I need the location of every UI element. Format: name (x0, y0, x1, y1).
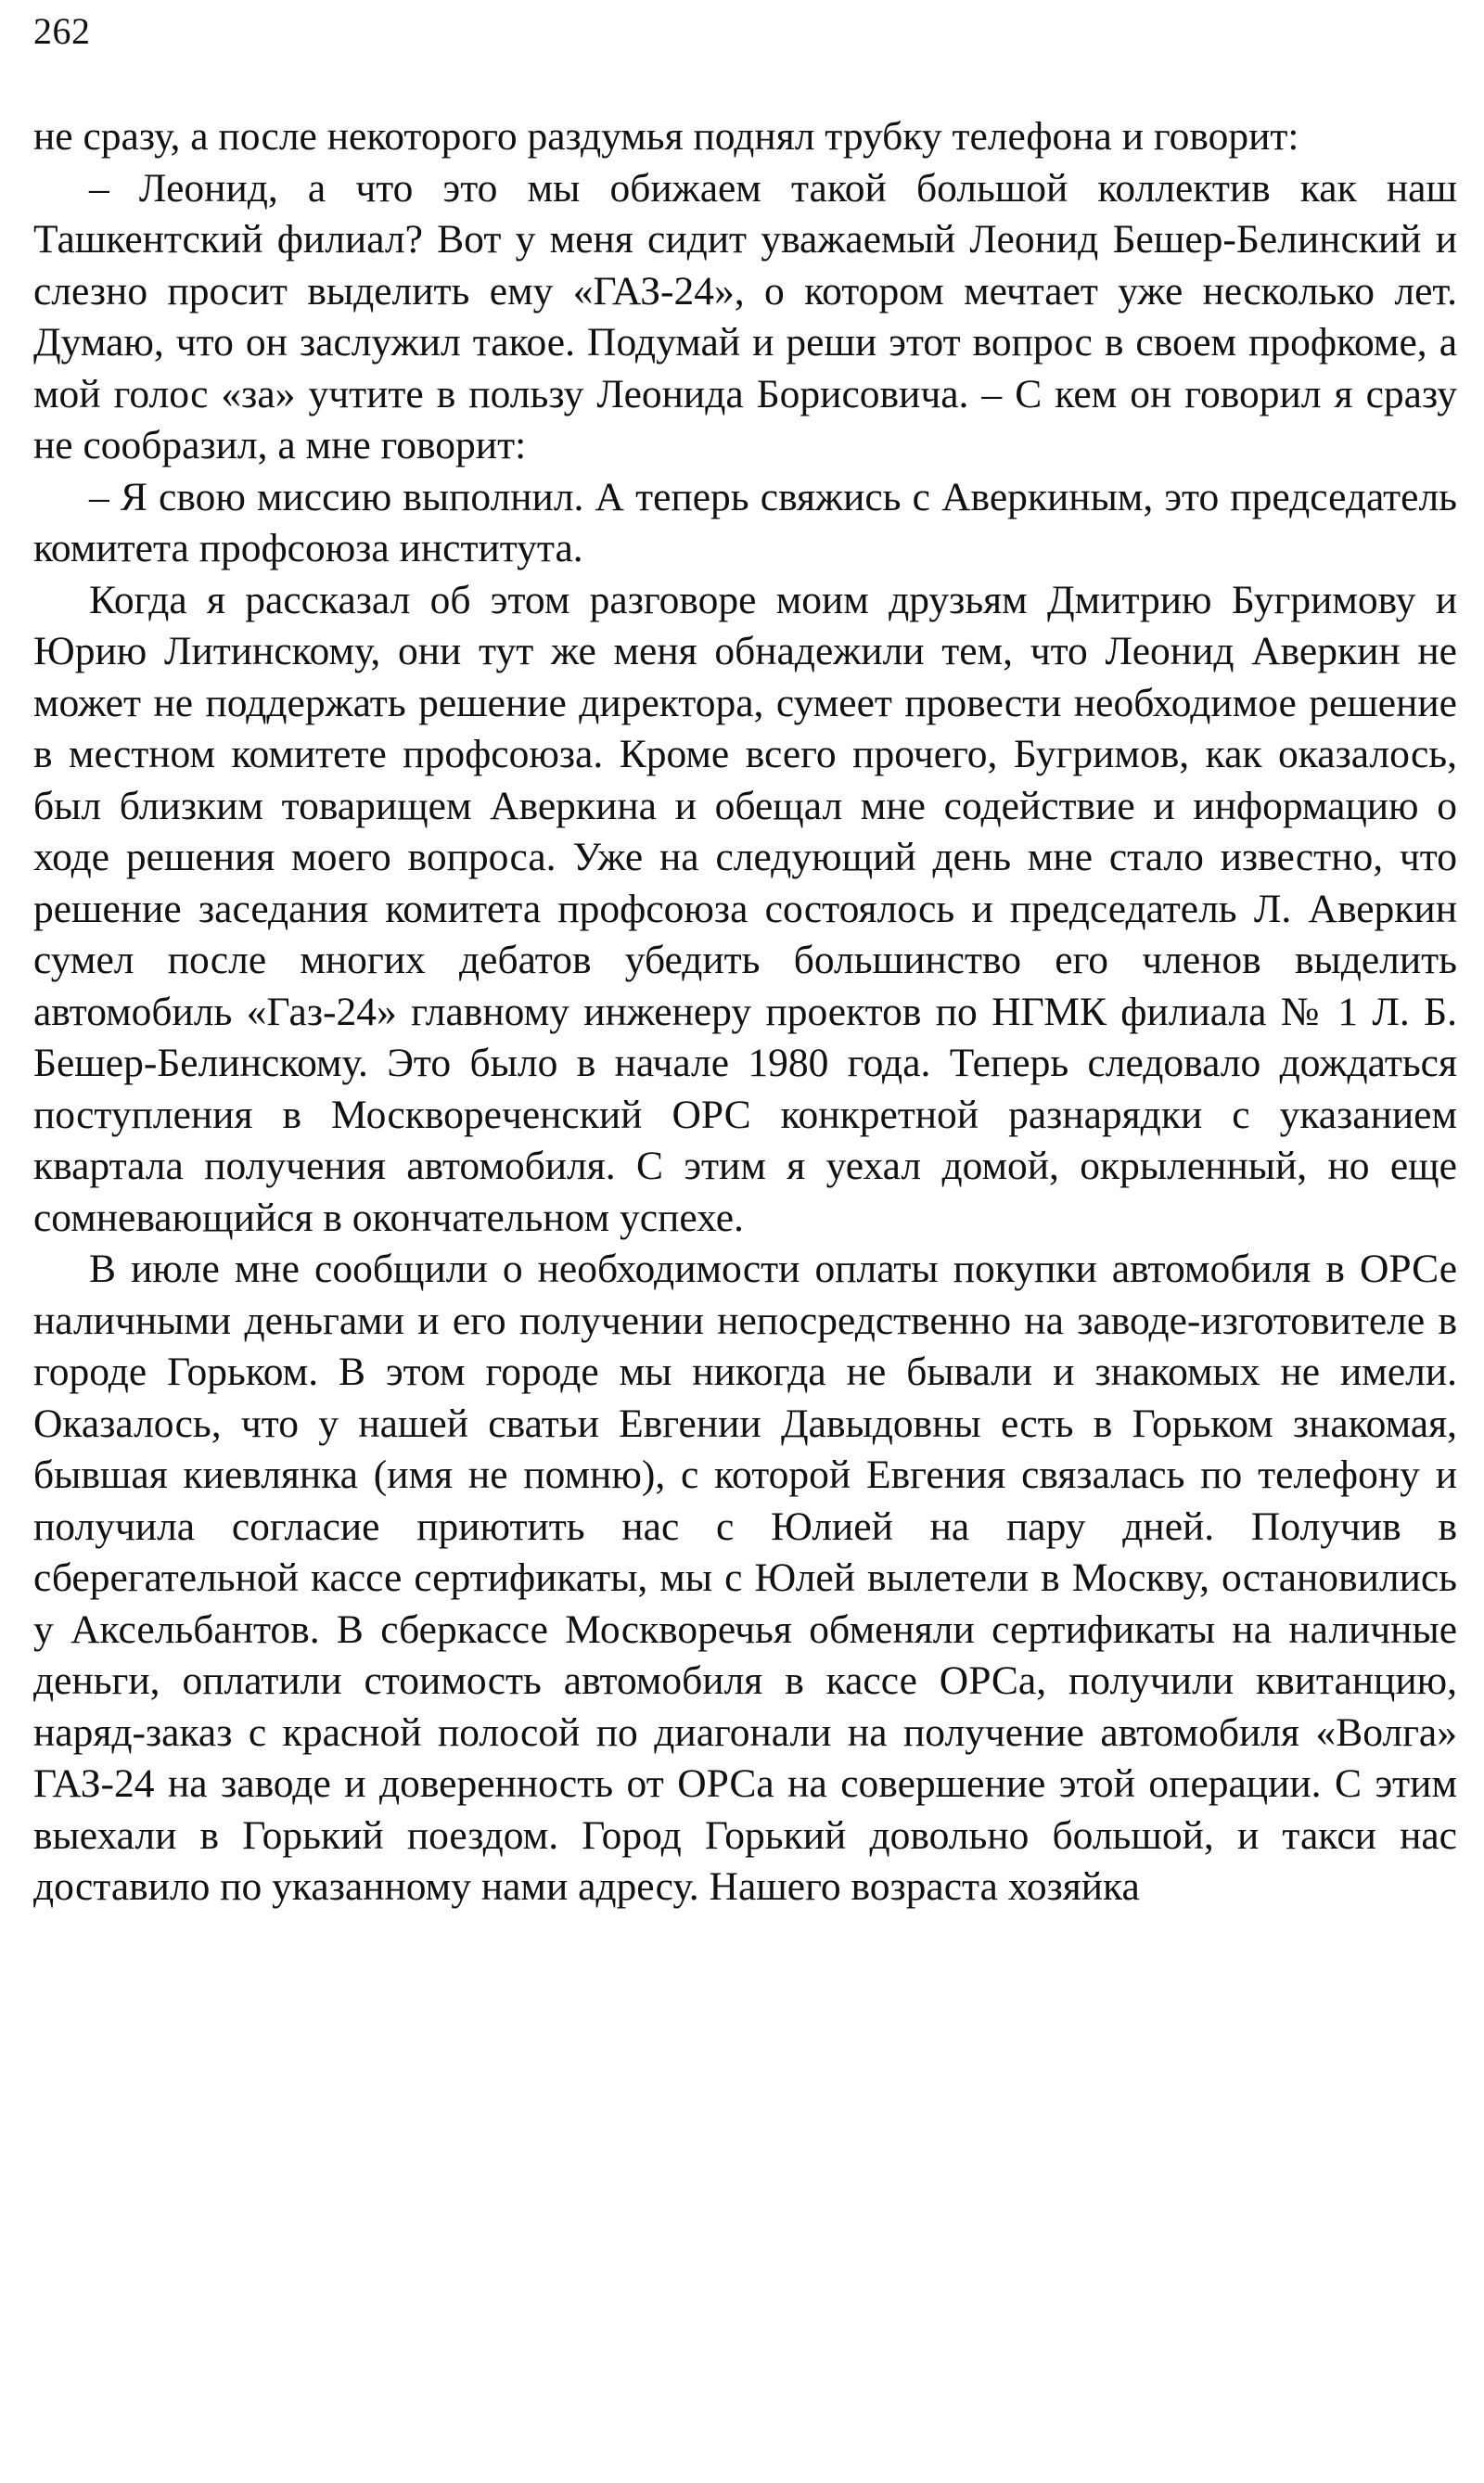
paragraph-friends-support: Когда я рассказал об этом разговоре моим друзьям Дмитрию Бугримову и Юрию Литинскому, они тут же меня обнадежили тем, что Леонид Аверкин не может не поддержать решение директора, сумеет провести необходимое решение в местном комитете профсоюза. Кроме всего прочего, Бугримов, как оказалось, был близким товарищем Аверкина и обещал мне содействие и информацию о ходе решения моего вопроса. Уже на следующий день мне стало известно, что решение заседания комитета профсоюза состоялось и председатель Л. Аверкин сумел после многих дебатов убедить большинство его членов выделить автомобиль «Газ-24» главному инженеру проектов по НГМК филиала № 1 Л. Б. Бешер-Белинскому. Это было в начале 1980 года. Теперь следовало дождаться поступления в Москворeченский ОРС конкретной разнарядки с указанием квартала получения автомобиля. С этим я уехал домой, окрыленный, но еще сомневающийся в окончательном успехе. (33, 577, 1457, 1240)
page-text-body (33, 111, 1457, 1913)
paragraph-continuation: не сразу, а после некоторого раздумья поднял трубку телефона и говорит: (33, 114, 1299, 159)
paragraph-july-payment: В июле мне сообщили о необходимости оплаты покупки автомобиля в ОРСе наличными деньгами и его получении непосредственно на заводе-изготовителе в городе Горьком. В этом городе мы никогда не бывали и знакомых не имели. Оказалось, что у нашей сватьи Евгении Давыдовны есть в Горьком знакомая, бывшая киевлянка (имя не помню), с которой Евгения связалась по телефону и получила согласие приютить нас с Юлией на пару дней. Получив в сберегательной кассе сертификаты, мы с Юлей вылетели в Москву, остановились у Аксельбантов. В сберкассе Москворечья обменяли сертификаты на наличные деньги, оплатили стоимость автомобиля в кассе ОРСа, получили квитанцию, наряд-заказ с красной полосой по диагонали на получение автомобиля «Волга» ГАЗ-24 на заводе и доверенность от ОРСа на совершение этой операции. С этим выехали в Горький поездом. Город Горький довольно большой, и такси нас доставило по указанному нами адресу. Нашего возраста хозяйка (33, 1247, 1457, 1909)
paragraph-dialogue-mission: – Я свою миссию выполнил. А теперь свяжись с Аверкиным, это председатель комитета профсоюза института. (33, 474, 1457, 570)
page-number: 262 (33, 10, 91, 52)
paragraph-dialogue-director: – Леонид, а что это мы обижаем такой большой коллектив как наш Ташкентский филиал? Вот у меня сидит уважаемый Леонид Бешер-Белинский и слезно просит выделить ему «ГАЗ-24», о котором мечтает уже несколько лет. Думаю, что он заслужил такое. Подумай и реши этот вопрос в своем профкоме, а мой голос «за» учтите в пользу Леонида Борисовича. – С кем он говорил я сразу не сообразил, а мне говорит: (33, 165, 1457, 467)
